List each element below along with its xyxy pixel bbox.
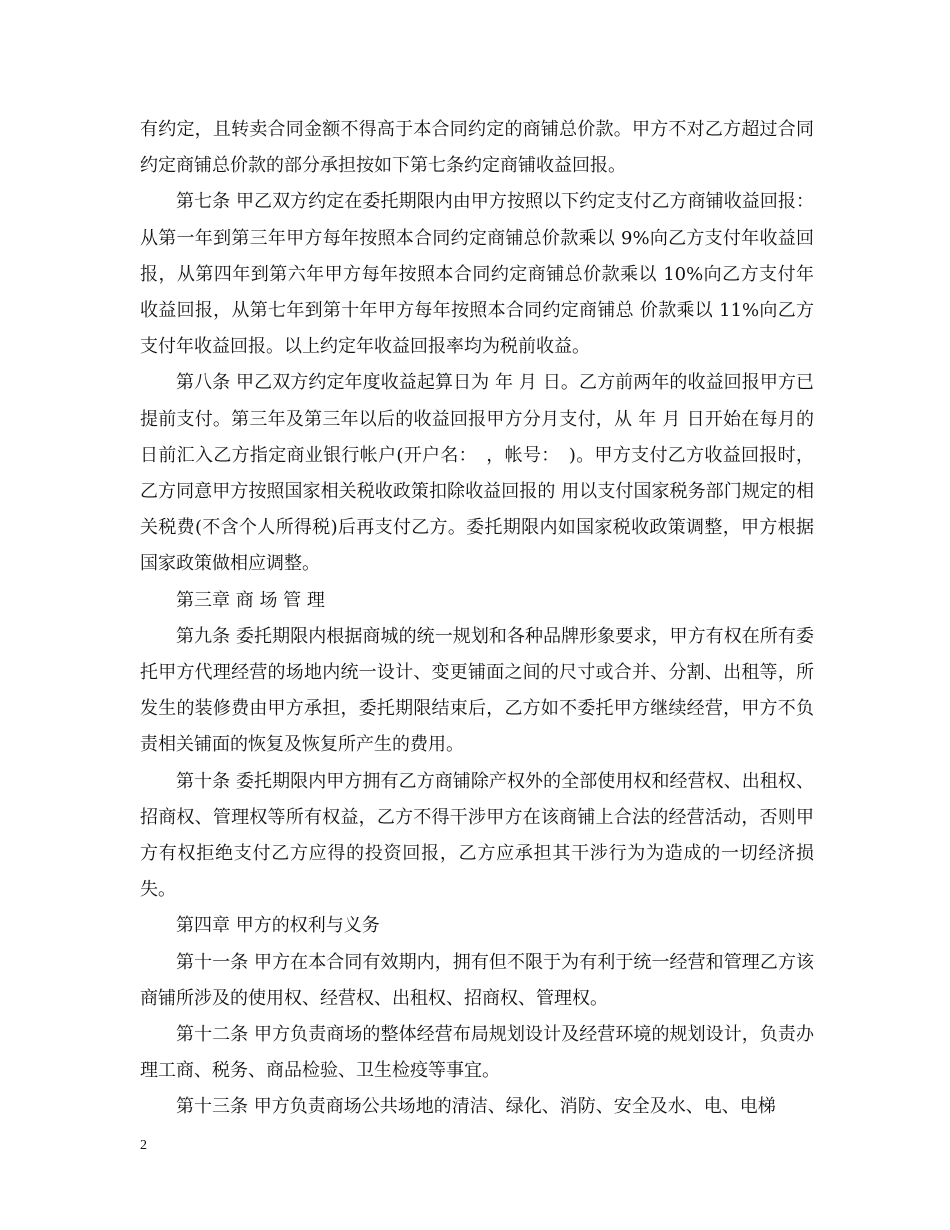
document-body bbox=[140, 112, 814, 1126]
paragraph-article-11: 第十一条 甲方在本合同有效期内，拥有但不限于为有利于统一经营和管理乙方该商铺所涉及的使用权、经营权、出租权、招商权、管理权。 bbox=[140, 951, 814, 1009]
paragraph-continuation: 有约定，且转卖合同金额不得高于本合同约定的商铺总价款。甲方不对乙方超过合同约定商铺总价款的部分承担按如下第七条约定商铺收益回报。 bbox=[140, 119, 814, 177]
chapter-heading-4: 第四章 甲方的权利与义务 bbox=[176, 915, 380, 937]
paragraph-article-8: 第八条 甲乙双方约定年度收益起算日为 年 月 日。乙方前两年的收益回报甲方已提前支付。第三年及第三年以后的收益回报甲方分月支付，从 年 月 日开始在每月的 日前汇入乙方指定商业银行帐户(开户名： ，帐号： )。甲方支付乙方收益回报时，乙方同意甲方按照国家相关税收政策扣除收益回报的 用以支付国家税务部门规定的相关税费(不含个人所得税)后再支付乙方。委托期限内如国家税收政策调整，甲方根据国家政策做相应调整。 bbox=[140, 372, 814, 575]
chapter-heading-3: 第三章 商 场 管 理 bbox=[176, 589, 325, 611]
paragraph-article-13: 第十三条 甲方负责商场公共场地的清洁、绿化、消防、安全及水、电、电梯 bbox=[176, 1096, 776, 1118]
page-number: 2 bbox=[140, 1138, 147, 1153]
paragraph-article-12: 第十二条 甲方负责商场的整体经营布局规划设计及经营环境的规划设计，负责办理工商、税务、商品检验、卫生检疫等事宜。 bbox=[140, 1024, 814, 1082]
paragraph-article-10: 第十条 委托期限内甲方拥有乙方商铺除产权外的全部使用权和经营权、出租权、招商权、管理权等所有权益，乙方不得干涉甲方在该商铺上合法的经营活动，否则甲方有权拒绝支付乙方应得的投资回报，乙方应承担其干涉行为为造成的一切经济损失。 bbox=[140, 770, 814, 901]
paragraph-article-7: 第七条 甲乙双方约定在委托期限内由甲方按照以下约定支付乙方商铺收益回报：从第一年到第三年甲方每年按照本合同约定商铺总价款乘以 9%向乙方支付年收益回报，从第四年到第六年甲方每年按照本合同约定商铺总价款乘以 10%向乙方支付年收益回报，从第七年到第十年甲方每年按照本合同约定商铺总 价款乘以 11%向乙方支付年收益回报。以上约定年收益回报率均为税前收益。 bbox=[140, 191, 814, 358]
paragraph-article-9: 第九条 委托期限内根据商城的统一规划和各种品牌形象要求，甲方有权在所有委托甲方代理经营的场地内统一设计、变更铺面之间的尺寸或合并、分割、出租等，所发生的装修费由甲方承担，委托期限结束后，乙方如不委托甲方继续经营，甲方不负责相关铺面的恢复及恢复所产生的费用。 bbox=[140, 625, 814, 756]
